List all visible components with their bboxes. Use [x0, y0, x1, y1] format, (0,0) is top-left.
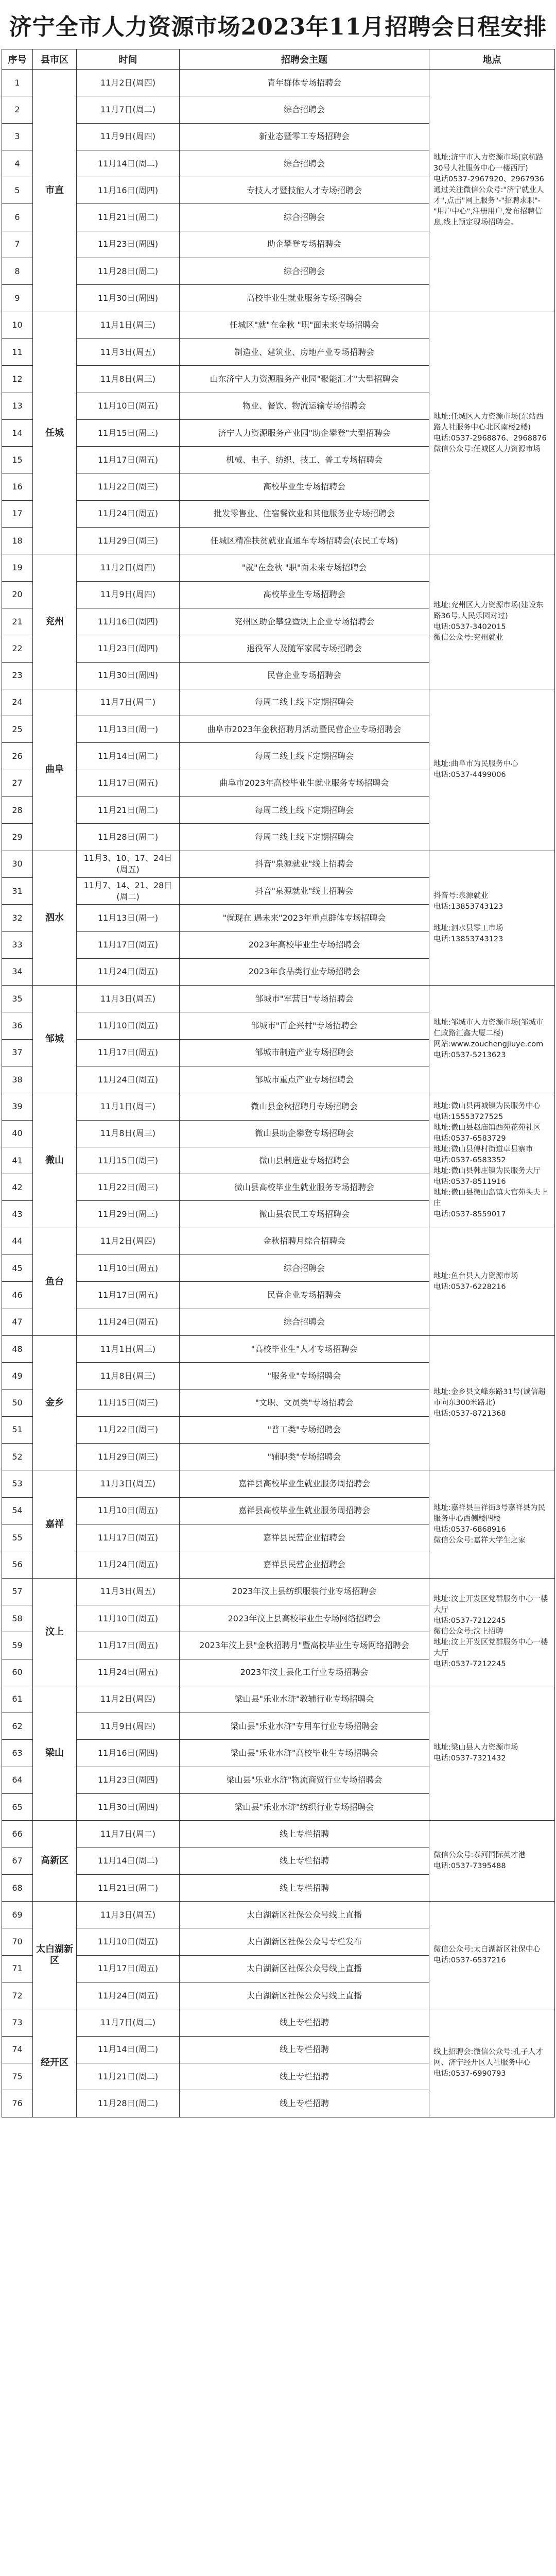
row-index: 16	[2, 473, 33, 500]
row-index: 13	[2, 393, 33, 419]
event-date: 11月21日(周二)	[77, 2063, 180, 2090]
row-index: 31	[2, 877, 33, 904]
event-theme: 线上专栏招聘	[180, 2036, 429, 2063]
event-theme: 邹城市重点产业专场招聘会	[180, 1066, 429, 1093]
row-index: 9	[2, 285, 33, 312]
row-index: 36	[2, 1012, 33, 1039]
event-theme: 嘉祥县民营企业招聘会	[180, 1524, 429, 1551]
table-row	[2, 1686, 555, 1713]
table-row	[2, 1821, 555, 1848]
event-theme: 微山县农民工专场招聘会	[180, 1201, 429, 1228]
event-theme: 嘉祥县高校毕业生就业服务周招聘会	[180, 1497, 429, 1524]
event-theme: 太白湖新区社保公众号线上直播	[180, 1982, 429, 2009]
event-date: 11月9日(周四)	[77, 123, 180, 150]
row-index: 50	[2, 1389, 33, 1416]
row-index: 63	[2, 1740, 33, 1767]
event-date: 11月1日(周三)	[77, 1335, 180, 1362]
event-date: 11月7日(周二)	[77, 1821, 180, 1848]
row-index: 14	[2, 419, 33, 446]
event-theme: "普工类"专场招聘会	[180, 1416, 429, 1443]
row-index: 57	[2, 1578, 33, 1605]
table-row	[2, 1578, 555, 1605]
event-location: 地址:邹城市人力资源市场(邹城市仁政路汇鑫大厦二楼) 网站:www.zouchengjiuye.com 电话:0537-5213623	[429, 986, 555, 1093]
event-theme: 高校毕业生专场招聘会	[180, 473, 429, 500]
header-theme: 招聘会主题	[180, 49, 429, 70]
event-date: 11月17日(周五)	[77, 1524, 180, 1551]
row-index: 6	[2, 204, 33, 231]
event-date: 11月17日(周五)	[77, 1282, 180, 1309]
row-index: 68	[2, 1874, 33, 1901]
event-theme: "就现在 遇未来"2023年重点群体专场招聘会	[180, 905, 429, 931]
event-theme: 邹城市制造产业专场招聘会	[180, 1039, 429, 1066]
event-location: 地址:曲阜市为民服务中心 电话:0537-4499006	[429, 689, 555, 851]
event-date: 11月14日(周二)	[77, 2036, 180, 2063]
event-date: 11月29日(周三)	[77, 528, 180, 554]
event-date: 11月28日(周二)	[77, 258, 180, 285]
event-theme: 2023年食品类行业专场招聘会	[180, 958, 429, 985]
event-theme: 专技人才暨技能人才专场招聘会	[180, 177, 429, 204]
row-index: 17	[2, 500, 33, 527]
event-theme: 2023年汶上县化工行业专场招聘会	[180, 1659, 429, 1686]
event-date: 11月17日(周五)	[77, 1039, 180, 1066]
row-index: 8	[2, 258, 33, 285]
row-index: 34	[2, 958, 33, 985]
event-theme: 2023年汶上县纺织服装行业专场招聘会	[180, 1578, 429, 1605]
event-theme: 每周二线上线下定期招聘会	[180, 689, 429, 716]
row-index: 4	[2, 150, 33, 177]
row-index: 53	[2, 1470, 33, 1497]
event-theme: 太白湖新区社保公众号线上直播	[180, 1955, 429, 1982]
row-index: 59	[2, 1632, 33, 1659]
event-date: 11月17日(周五)	[77, 770, 180, 796]
event-date: 11月14日(周二)	[77, 1848, 180, 1874]
event-theme: 批发零售业、住宿餐饮业和其他服务业专场招聘会	[180, 500, 429, 527]
event-date: 11月13日(周一)	[77, 905, 180, 931]
row-index: 76	[2, 2090, 33, 2117]
table-body	[2, 70, 555, 2117]
county-name: 高新区	[33, 1821, 77, 1902]
event-date: 11月16日(周四)	[77, 177, 180, 204]
row-index: 15	[2, 447, 33, 473]
event-date: 11月24日(周五)	[77, 500, 180, 527]
event-date: 11月3日(周五)	[77, 338, 180, 365]
county-name: 市直	[33, 70, 77, 312]
event-theme: "就"在金秋 "职"面未来专场招聘会	[180, 554, 429, 581]
row-index: 61	[2, 1686, 33, 1713]
event-theme: 微山县制造业专场招聘会	[180, 1147, 429, 1174]
county-name: 金乡	[33, 1335, 77, 1470]
event-date: 11月30日(周四)	[77, 662, 180, 689]
event-location: 抖音号:泉源就业 电话:13853743123 地址:泗水县零工市场 电话:13853743123	[429, 851, 555, 985]
event-date: 11月14日(周二)	[77, 150, 180, 177]
event-date: 11月17日(周五)	[77, 1632, 180, 1659]
row-index: 52	[2, 1444, 33, 1470]
event-theme: 综合招聘会	[180, 258, 429, 285]
event-theme: 综合招聘会	[180, 150, 429, 177]
row-index: 22	[2, 635, 33, 662]
event-date: 11月23日(周四)	[77, 1767, 180, 1793]
event-theme: 梁山县"乐业水浒"物流商贸行业专场招聘会	[180, 1767, 429, 1793]
row-index: 19	[2, 554, 33, 581]
row-index: 28	[2, 797, 33, 824]
event-date: 11月14日(周二)	[77, 743, 180, 770]
row-index: 65	[2, 1794, 33, 1821]
event-theme: "服务业"专场招聘会	[180, 1363, 429, 1389]
event-date: 11月24日(周五)	[77, 1659, 180, 1686]
row-index: 1	[2, 70, 33, 96]
event-date: 11月7日(周二)	[77, 96, 180, 123]
event-date: 11月2日(周四)	[77, 554, 180, 581]
row-index: 70	[2, 1928, 33, 1955]
row-index: 37	[2, 1039, 33, 1066]
event-theme: 济宁人力资源服务产业园"助企攀登"大型招聘会	[180, 419, 429, 446]
row-index: 60	[2, 1659, 33, 1686]
event-theme: 线上专栏招聘	[180, 2009, 429, 2036]
event-theme: 2023年高校毕业生专场招聘会	[180, 931, 429, 958]
event-theme: 每周二线上线下定期招聘会	[180, 797, 429, 824]
header-index: 序号	[2, 49, 33, 70]
event-theme: "辅职类"专场招聘会	[180, 1444, 429, 1470]
event-date: 11月16日(周四)	[77, 608, 180, 635]
event-theme: 嘉祥县高校毕业生就业服务周招聘会	[180, 1470, 429, 1497]
table-row	[2, 70, 555, 96]
row-index: 47	[2, 1309, 33, 1335]
event-date: 11月17日(周五)	[77, 447, 180, 473]
row-index: 66	[2, 1821, 33, 1848]
row-index: 44	[2, 1228, 33, 1255]
table-row	[2, 1093, 555, 1120]
event-theme: 高校毕业生专场招聘会	[180, 581, 429, 608]
row-index: 2	[2, 96, 33, 123]
event-location: 地址:梁山县人力资源市场 电话:0537-7321432	[429, 1686, 555, 1820]
row-index: 30	[2, 851, 33, 877]
row-index: 42	[2, 1174, 33, 1201]
event-location: 地址:汶上开发区党群服务中心一楼大厅 电话:0537-7212245 微信公众号:汶上招聘 地址:汶上开发区党群服务中心一楼大厅 电话:0537-7212245	[429, 1578, 555, 1686]
event-date: 11月13日(周一)	[77, 716, 180, 743]
event-theme: 综合招聘会	[180, 1309, 429, 1335]
table-row	[2, 2009, 555, 2036]
event-location: 微信公众号:泰河国际英才港 电话:0537-7395488	[429, 1821, 555, 1902]
event-theme: 机械、电子、纺织、技工、普工专场招聘会	[180, 447, 429, 473]
event-date: 11月16日(周四)	[77, 1740, 180, 1767]
row-index: 11	[2, 338, 33, 365]
county-name: 梁山	[33, 1686, 77, 1820]
event-location: 地址:金乡县文峰东路31号(诚信超市向东300米路北) 电话:0537-8721368	[429, 1335, 555, 1470]
event-date: 11月10日(周五)	[77, 1605, 180, 1632]
row-index: 55	[2, 1524, 33, 1551]
row-index: 32	[2, 905, 33, 931]
event-theme: 曲阜市2023年高校毕业生就业服务专场招聘会	[180, 770, 429, 796]
row-index: 74	[2, 2036, 33, 2063]
event-theme: 助企攀登专场招聘会	[180, 231, 429, 258]
event-theme: 2023年汶上县高校毕业生专场网络招聘会	[180, 1605, 429, 1632]
event-location: 地址:济宁市人力资源市场(京杭路30号人社服务中心一楼西厅) 电话0537-2967920、2967936 通过关注微信公众号:"济宁就业人才",点击"网上服务"-"招聘求职"-"用户中心",注册用户,发布招聘信息,线上预定现场招聘会。	[429, 70, 555, 312]
event-theme: 综合招聘会	[180, 204, 429, 231]
row-index: 38	[2, 1066, 33, 1093]
row-index: 51	[2, 1416, 33, 1443]
row-index: 54	[2, 1497, 33, 1524]
row-index: 40	[2, 1120, 33, 1147]
header-county: 县市区	[33, 49, 77, 70]
event-date: 11月15日(周三)	[77, 419, 180, 446]
event-date: 11月10日(周五)	[77, 1497, 180, 1524]
event-location: 微信公众号:太白湖新区社保中心 电话:0537-6537216	[429, 1902, 555, 2009]
event-date: 11月28日(周二)	[77, 824, 180, 851]
row-index: 41	[2, 1147, 33, 1174]
event-location: 地址:鱼台县人力资源市场 电话:0537-6228216	[429, 1228, 555, 1335]
event-theme: 综合招聘会	[180, 1255, 429, 1282]
event-theme: 太白湖新区社保公众号线上直播	[180, 1902, 429, 1928]
row-index: 24	[2, 689, 33, 716]
row-index: 20	[2, 581, 33, 608]
event-theme: 微山县高校毕业生就业服务专场招聘会	[180, 1174, 429, 1201]
event-date: 11月22日(周三)	[77, 473, 180, 500]
county-name: 兖州	[33, 554, 77, 689]
event-date: 11月23日(周四)	[77, 635, 180, 662]
row-index: 33	[2, 931, 33, 958]
event-date: 11月24日(周五)	[77, 1982, 180, 2009]
event-date: 11月15日(周三)	[77, 1389, 180, 1416]
table-row	[2, 1228, 555, 1255]
event-theme: 邹城市"军营日"专场招聘会	[180, 986, 429, 1012]
event-date: 11月3日(周五)	[77, 986, 180, 1012]
table-row	[2, 986, 555, 1012]
event-theme: 梁山县"乐业水浒"教辅行业专场招聘会	[180, 1686, 429, 1713]
row-index: 27	[2, 770, 33, 796]
county-name: 鱼台	[33, 1228, 77, 1335]
event-theme: 新业态暨零工专场招聘会	[180, 123, 429, 150]
event-theme: 任城区"就"在金秋 "职"面未来专场招聘会	[180, 312, 429, 338]
event-theme: 任城区精准扶贫就业直通车专场招聘会(农民工专场)	[180, 528, 429, 554]
row-index: 7	[2, 231, 33, 258]
event-theme: 梁山县"乐业水浒"高校毕业生专场招聘会	[180, 1740, 429, 1767]
county-name: 泗水	[33, 851, 77, 985]
event-date: 11月21日(周二)	[77, 204, 180, 231]
event-date: 11月3、10、17、24日(周五)	[77, 851, 180, 877]
event-theme: 综合招聘会	[180, 96, 429, 123]
event-theme: 邹城市"百企兴村"专场招聘会	[180, 1012, 429, 1039]
event-date: 11月24日(周五)	[77, 958, 180, 985]
event-theme: 线上专栏招聘	[180, 1874, 429, 1901]
event-theme: 线上专栏招聘	[180, 2063, 429, 2090]
event-date: 11月24日(周五)	[77, 1066, 180, 1093]
row-index: 39	[2, 1093, 33, 1120]
event-date: 11月22日(周三)	[77, 1416, 180, 1443]
event-theme: 太白湖新区社保公众号专栏发布	[180, 1928, 429, 1955]
event-location: 地址:兖州区人力资源市场(建设东路36号,人民乐园对过) 电话:0537-3402015 微信公众号:兖州就业	[429, 554, 555, 689]
event-date: 11月7日(周二)	[77, 2009, 180, 2036]
row-index: 10	[2, 312, 33, 338]
county-name: 任城	[33, 312, 77, 554]
event-date: 11月2日(周四)	[77, 1686, 180, 1713]
row-index: 25	[2, 716, 33, 743]
event-date: 11月24日(周五)	[77, 1551, 180, 1578]
row-index: 73	[2, 2009, 33, 2036]
event-date: 11月15日(周三)	[77, 1147, 180, 1174]
header-location: 地点	[429, 49, 555, 70]
event-location: 线上招聘会:微信公众号:孔子人才网、济宁经开区人社服务中心 电话:0537-6990793	[429, 2009, 555, 2117]
event-date: 11月10日(周五)	[77, 1255, 180, 1282]
event-date: 11月3日(周五)	[77, 1902, 180, 1928]
event-theme: 线上专栏招聘	[180, 1848, 429, 1874]
event-theme: 每周二线上线下定期招聘会	[180, 743, 429, 770]
row-index: 48	[2, 1335, 33, 1362]
row-index: 75	[2, 2063, 33, 2090]
row-index: 5	[2, 177, 33, 204]
event-theme: 青年群体专场招聘会	[180, 70, 429, 96]
event-date: 11月3日(周五)	[77, 1578, 180, 1605]
event-theme: 微山县助企攀登专场招聘会	[180, 1120, 429, 1147]
event-date: 11月28日(周二)	[77, 2090, 180, 2117]
event-date: 11月8日(周三)	[77, 1363, 180, 1389]
event-date: 11月21日(周二)	[77, 797, 180, 824]
row-index: 49	[2, 1363, 33, 1389]
header-date: 时间	[77, 49, 180, 70]
event-date: 11月2日(周四)	[77, 70, 180, 96]
event-theme: 每周二线上线下定期招聘会	[180, 824, 429, 851]
event-theme: 线上专栏招聘	[180, 1821, 429, 1848]
row-index: 67	[2, 1848, 33, 1874]
event-theme: 线上专栏招聘	[180, 2090, 429, 2117]
table-row	[2, 554, 555, 581]
row-index: 71	[2, 1955, 33, 1982]
row-index: 69	[2, 1902, 33, 1928]
event-date: 11月8日(周三)	[77, 366, 180, 393]
event-theme: 山东济宁人力资源服务产业园"聚能汇才"大型招聘会	[180, 366, 429, 393]
row-index: 64	[2, 1767, 33, 1793]
row-index: 56	[2, 1551, 33, 1578]
event-theme: 曲阜市2023年金秋招聘月活动暨民营企业专场招聘会	[180, 716, 429, 743]
row-index: 35	[2, 986, 33, 1012]
county-name: 经开区	[33, 2009, 77, 2117]
row-index: 23	[2, 662, 33, 689]
event-date: 11月30日(周四)	[77, 285, 180, 312]
event-date: 11月21日(周二)	[77, 1874, 180, 1901]
event-location: 地址:嘉祥县呈祥街3号嘉祥县为民服务中心西侧楼四楼 电话:0537-6868916 微信公众号:嘉祥大学生之家	[429, 1470, 555, 1578]
event-location: 地址:微山县两城镇为民服务中心 电话:15553727525 地址:微山县赵庙镇西苑花苑社区 电话:0537-6583729 地址:微山县傅村街道卓县寨市 电话:0537-6583352 地址:微山县韩庄镇为民服务大厅 电话:0537-8511916 地址:微山县微山岛镇大官苑头夫上庄 电话:0537-8559017	[429, 1093, 555, 1228]
table-row	[2, 312, 555, 338]
event-date: 11月7、14、21、28日(周二)	[77, 877, 180, 904]
event-theme: 抖音"泉源就业"线上招聘会	[180, 851, 429, 877]
county-name: 太白湖新区	[33, 1902, 77, 2009]
row-index: 12	[2, 366, 33, 393]
row-index: 3	[2, 123, 33, 150]
row-index: 45	[2, 1255, 33, 1282]
event-date: 11月29日(周三)	[77, 1201, 180, 1228]
event-theme: 微山县金秋招聘月专场招聘会	[180, 1093, 429, 1120]
row-index: 72	[2, 1982, 33, 2009]
event-date: 11月7日(周二)	[77, 689, 180, 716]
table-row	[2, 1470, 555, 1497]
event-theme: 物业、餐饮、物流运输专场招聘会	[180, 393, 429, 419]
county-name: 微山	[33, 1093, 77, 1228]
row-index: 21	[2, 608, 33, 635]
event-theme: 退役军人及随军家属专场招聘会	[180, 635, 429, 662]
event-date: 11月1日(周三)	[77, 1093, 180, 1120]
county-name: 曲阜	[33, 689, 77, 851]
event-date: 11月10日(周五)	[77, 393, 180, 419]
table-row	[2, 1902, 555, 1928]
event-theme: 兖州区助企攀登暨规上企业专场招聘会	[180, 608, 429, 635]
event-theme: "文职、文员类"专场招聘会	[180, 1389, 429, 1416]
event-theme: 抖音"泉源就业"线上招聘会	[180, 877, 429, 904]
row-index: 43	[2, 1201, 33, 1228]
event-location: 地址:任城区人力资源市场(东站西路人社服务中心北区南楼2楼) 电话:0537-2968876、2968876 微信公众号:任城区人力资源市场	[429, 312, 555, 554]
row-index: 26	[2, 743, 33, 770]
row-index: 18	[2, 528, 33, 554]
event-date: 11月3日(周五)	[77, 1470, 180, 1497]
event-date: 11月22日(周三)	[77, 1174, 180, 1201]
event-theme: "高校毕业生"人才专场招聘会	[180, 1335, 429, 1362]
event-date: 11月23日(周四)	[77, 231, 180, 258]
schedule-table	[2, 49, 555, 2117]
event-date: 11月2日(周四)	[77, 1228, 180, 1255]
row-index: 46	[2, 1282, 33, 1309]
county-name: 汶上	[33, 1578, 77, 1686]
event-theme: 金秋招聘月综合招聘会	[180, 1228, 429, 1255]
event-theme: 制造业、建筑业、房地产业专场招聘会	[180, 338, 429, 365]
event-date: 11月1日(周三)	[77, 312, 180, 338]
table-header-row	[2, 49, 555, 70]
event-date: 11月8日(周三)	[77, 1120, 180, 1147]
event-theme: 民营企业专场招聘会	[180, 662, 429, 689]
event-theme: 2023年汶上县"金秋招聘月"暨高校毕业生专场网络招聘会	[180, 1632, 429, 1659]
event-date: 11月9日(周四)	[77, 581, 180, 608]
table-row	[2, 851, 555, 877]
event-date: 11月10日(周五)	[77, 1012, 180, 1039]
event-theme: 高校毕业生就业服务专场招聘会	[180, 285, 429, 312]
row-index: 29	[2, 824, 33, 851]
event-date: 11月17日(周五)	[77, 931, 180, 958]
table-row	[2, 1335, 555, 1362]
event-date: 11月10日(周五)	[77, 1928, 180, 1955]
row-index: 62	[2, 1713, 33, 1740]
event-date: 11月30日(周四)	[77, 1794, 180, 1821]
event-date: 11月17日(周五)	[77, 1955, 180, 1982]
event-theme: 梁山县"乐业水浒"纺织行业专场招聘会	[180, 1794, 429, 1821]
event-theme: 嘉祥县民营企业招聘会	[180, 1551, 429, 1578]
county-name: 嘉祥	[33, 1470, 77, 1578]
county-name: 邹城	[33, 986, 77, 1093]
row-index: 58	[2, 1605, 33, 1632]
event-date: 11月24日(周五)	[77, 1309, 180, 1335]
event-theme: 梁山县"乐业水浒"专用车行业专场招聘会	[180, 1713, 429, 1740]
event-date: 11月9日(周四)	[77, 1713, 180, 1740]
event-date: 11月29日(周三)	[77, 1444, 180, 1470]
page-title: 济宁全市人力资源市场2023年11月招聘会日程安排	[9, 13, 547, 40]
table-row	[2, 689, 555, 716]
event-theme: 民营企业专场招聘会	[180, 1282, 429, 1309]
